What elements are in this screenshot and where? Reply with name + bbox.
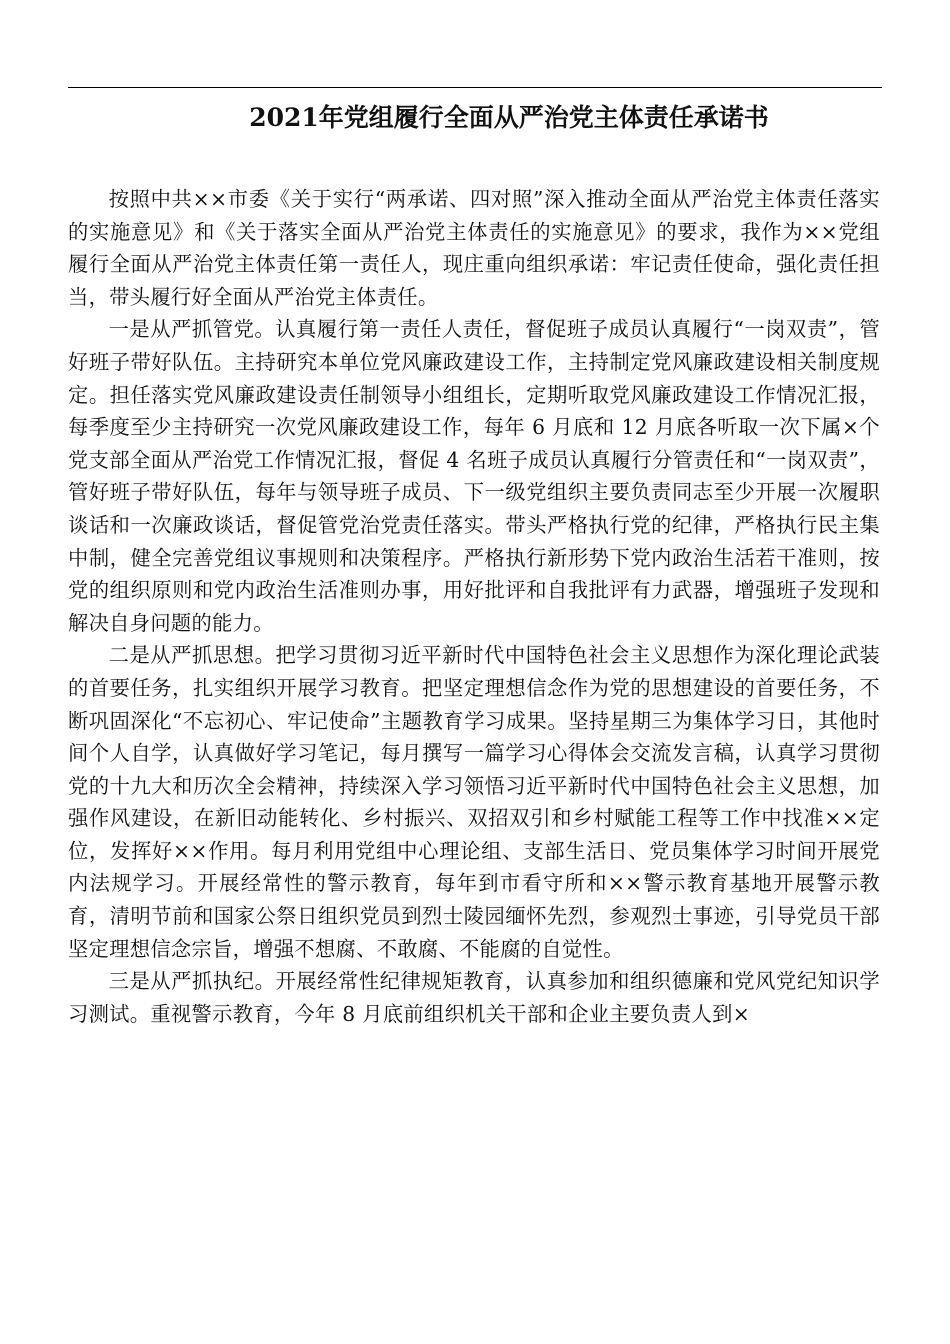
header-rule xyxy=(68,87,882,88)
document-title: 2021年党组履行全面从严治党主体责任承诺书 xyxy=(249,103,769,132)
paragraph-discipline: 三是从严抓执纪。开展经常性纪律规矩教育，认真参加和组织德廉和党风党纪知识学习测试。重视警示教育，今年 8 月底前组织机关干部和企业主要负责人到× xyxy=(68,969,880,1026)
paragraph-intro: 按照中共××市委《关于实行“两承诺、四对照”深入推动全面从严治党主体责任落实的实施意见》和《关于落实全面从严治党主体责任的实施意见》的要求，我作为××党组履行全面从严治党主体责任第一责任人，现庄重向组织承诺：牢记责任使命，强化责任担当，带头履行好全面从严治党主体责任。 xyxy=(68,187,880,309)
paragraph-party-management: 一是从严抓管党。认真履行第一责任人责任，督促班子成员认真履行“一岗双责”，管好班子带好队伍。主持研究本单位党风廉政建设工作，主持制定党风廉政建设相关制度规定。担任落实党风廉政建设责任制领导小组组长，定期听取党风廉政建设工作情况汇报，每季度至少主持研究一次党风廉政建设工作，每年 6 月底和 12 月底各听取一次下属×个党支部全面从严治党工作情况汇报，督促 4 名班子成员认真履行分管责任和“一岗双责”，管好班子带好队伍，每年与领导班子成员、下一级党组织主要负责同志至少开展一次履职谈话和一次廉政谈话，督促管党治党责任落实。带头严格执行党的纪律，严格执行民主集中制，健全完善党组议事规则和决策程序。严格执行新形势下党内政治生活若干准则，按党的组织原则和党内政治生活准则办事，用好批评和自我批评有力武器，增强班子发现和解决自身问题的能力。 xyxy=(68,317,880,635)
document-body xyxy=(68,183,880,1030)
paragraph-ideology: 二是从严抓思想。把学习贯彻习近平新时代中国特色社会主义思想作为深化理论武装的首要任务，扎实组织开展学习教育。把坚定理想信念作为党的思想建设的首要任务，不断巩固深化“不忘初心、牢记使命”主题教育学习成果。坚持星期三为集体学习日，其他时间个人自学，认真做好学习笔记，每月撰写一篇学习心得体会交流发言稿，认真学习贯彻党的十九大和历次全会精神，持续深入学习领悟习近平新时代中国特色社会主义思想，加强作风建设，在新旧动能转化、乡村振兴、双招双引和乡村赋能工程等工作中找准××定位，发挥好××作用。每月利用党组中心理论组、支部生活日、党员集体学习时间开展党内法规学习。开展经常性的警示教育，每年到市看守所和××警示教育基地开展警示教育，清明节前和国家公祭日组织党员到烈士陵园缅怀先烈，参观烈士事迹，引导党员干部坚定理想信念宗旨，增强不想腐、不敢腐、不能腐的自觉性。 xyxy=(68,643,880,961)
